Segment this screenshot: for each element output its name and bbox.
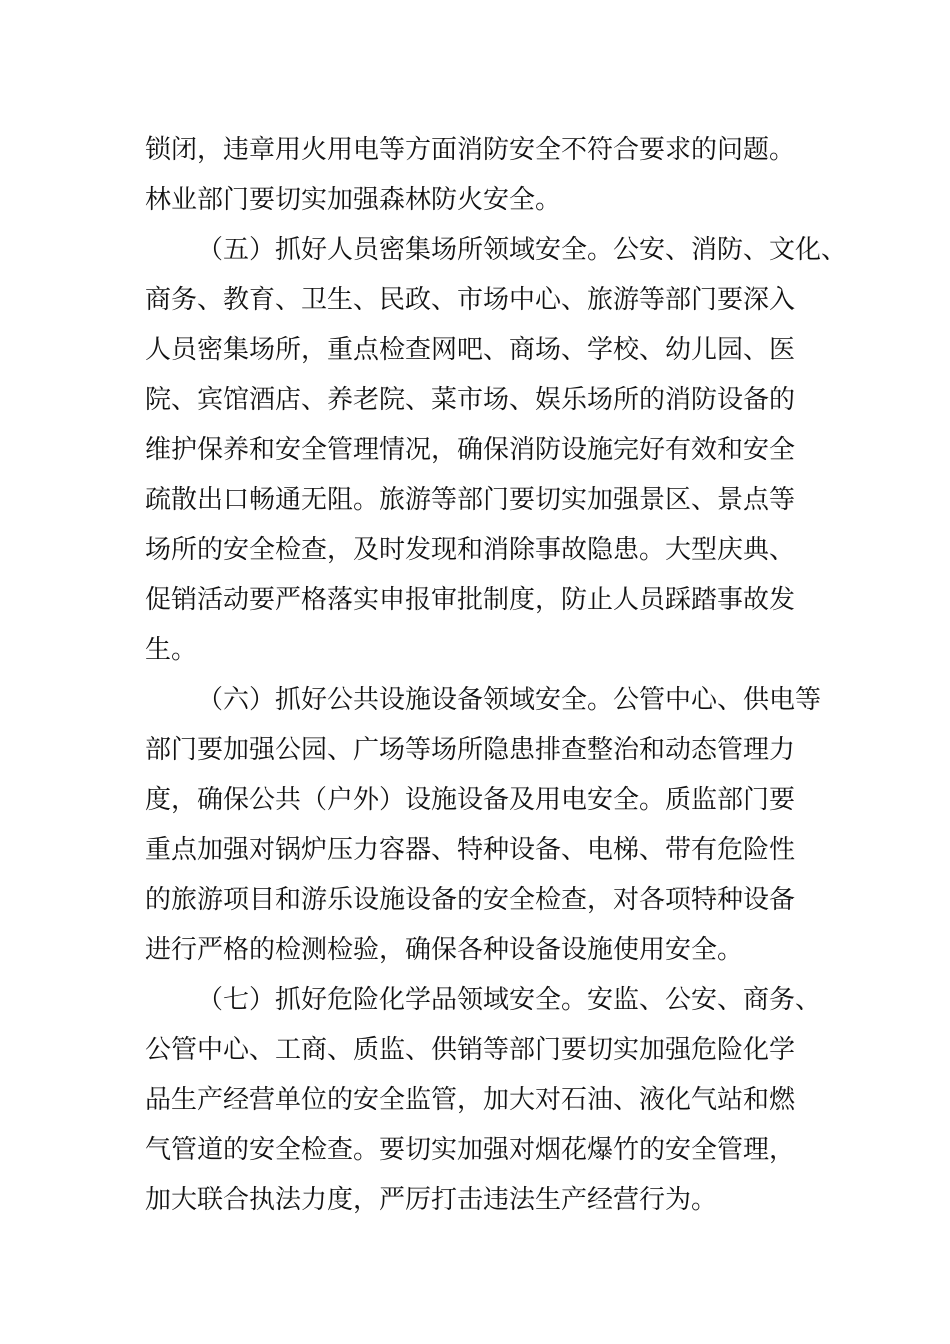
section-heading-line-7: （七）抓好危险化学品领域安全。安监、公安、商务、 [197,985,822,1015]
text-line: 维护保养和安全管理情况，确保消防设施完好有效和安全 [145,435,796,465]
text-line: 气管道的安全检查。要切实加强对烟花爆竹的安全管理， [145,1135,796,1165]
text-line: 人员密集场所，重点检查网吧、商场、学校、幼儿园、医 [145,335,796,365]
section-heading-line-5: （五）抓好人员密集场所领域安全。公安、消防、文化、 [197,235,848,265]
text-line: 品生产经营单位的安全监管，加大对石油、液化气站和燃 [145,1085,796,1115]
text-line: 商务、教育、卫生、民政、市场中心、旅游等部门要深入 [145,285,796,315]
text-line: 促销活动要严格落实申报审批制度，防止人员踩踏事故发 [145,585,796,615]
text-line: 重点加强对锅炉压力容器、特种设备、电梯、带有危险性 [145,835,796,865]
text-line: 锁闭，违章用火用电等方面消防安全不符合要求的问题。 [145,135,796,165]
text-line: 度，确保公共（户外）设施设备及用电安全。质监部门要 [145,785,796,815]
text-line: 的旅游项目和游乐设施设备的安全检查，对各项特种设备 [145,885,796,915]
text-line: 进行严格的检测检验，确保各种设备设施使用安全。 [145,935,744,965]
text-line: 部门要加强公园、广场等场所隐患排查整治和动态管理力 [145,735,796,765]
text-line: 场所的安全检查，及时发现和消除事故隐患。大型庆典、 [145,535,796,565]
text-line: 疏散出口畅通无阻。旅游等部门要切实加强景区、景点等 [145,485,796,515]
text-line: 公管中心、工商、质监、供销等部门要切实加强危险化学 [145,1035,796,1065]
document-body [145,125,848,1225]
text-line: 院、宾馆酒店、养老院、菜市场、娱乐场所的消防设备的 [145,385,796,415]
text-line: 加大联合执法力度，严厉打击违法生产经营行为。 [145,1185,718,1215]
text-line: 生。 [145,635,198,665]
text-line: 林业部门要切实加强森林防火安全。 [145,185,562,215]
section-heading-line-6: （六）抓好公共设施设备领域安全。公管中心、供电等 [197,685,822,715]
